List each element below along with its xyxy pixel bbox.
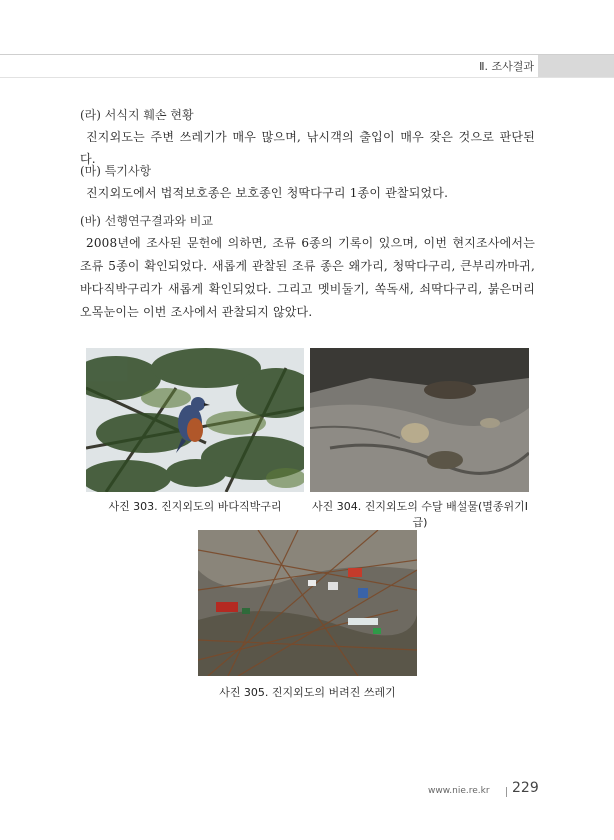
- section-heading: (라) 서식지 훼손 현황: [80, 108, 194, 122]
- footer-url: www.nie.re.kr: [428, 786, 490, 796]
- footer-separator: [506, 787, 507, 797]
- section-body: 진지외도는 주변 쓰레기가 매우 많으며, 낚시객의 출입이 매우 잦은 것으로 판단된다.: [80, 130, 535, 166]
- section-label: Ⅱ. 조사결과: [479, 60, 534, 73]
- photo-caption: 사진 303. 진지외도의 바다직박구리: [108, 500, 282, 513]
- section-heading: (마) 특기사항: [80, 164, 152, 178]
- photo-caption: 사진 304. 진지외도의 수달 배설물(멸종위기Ⅰ급): [311, 500, 529, 529]
- photo-blue-rock-thrush: [86, 348, 304, 492]
- header-rule: [0, 54, 614, 55]
- section-body: 진지외도에서 법적보호종은 보호종인 청딱다구리 1종이 관찰되었다.: [86, 186, 449, 200]
- header-separator: [0, 77, 614, 78]
- photo-caption: 사진 305. 진지외도의 버려진 쓰레기: [219, 686, 396, 699]
- section-prior-research: [80, 210, 535, 324]
- header-tab-block: [538, 55, 614, 77]
- photo-otter-droppings: [310, 348, 529, 492]
- section-special-notes: [80, 160, 535, 204]
- section-body: 2008년에 조사된 문헌에 의하면, 조류 6종의 기록이 있으며, 이번 현지조사에서는 조류 5종이 확인되었다. 새롭게 관찰된 조류 종은 왜가리, 청딱다구리, 큰부리까마귀, 바다직박구리가 새롭게 확인되었다. 그리고 멧비둘기, 쏙독새, 쇠딱다구리, 붉은머리오목눈이는 이번 조사에서 관찰되지 않았다.: [80, 236, 535, 319]
- section-heading: (바) 선행연구결과와 비교: [80, 214, 213, 228]
- page-number: 229: [512, 780, 539, 796]
- photo-discarded-trash: [198, 530, 417, 676]
